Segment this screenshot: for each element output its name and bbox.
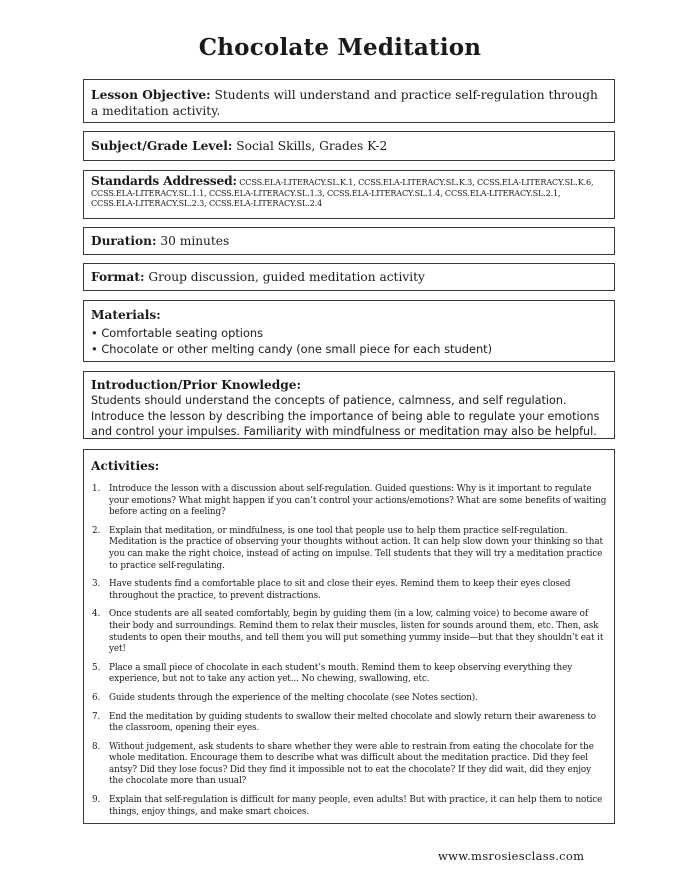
item-text: Guide students through the experience of the melting chocolate (see Notes section). [109,692,478,703]
subject-text: Social Skills, Grades K-2 [236,139,388,153]
objective-text: Students will understand and practice self-regulation through a meditation activity. [91,88,598,118]
introduction-box [83,371,615,439]
list-item: • Chocolate or other melting candy (one small piece for each student) [91,342,493,356]
footer-website: www.msrosiesclass.com [438,849,585,863]
list-item: • Comfortable seating options [91,326,264,340]
list-item [91,693,607,705]
introduction-label: Introduction/Prior Knowledge: [91,378,302,392]
item-text: End the meditation by guiding students to swallow their melted chocolate and slowly return their awareness to the classroom, opening their eyes. [109,711,596,734]
subject-content [91,138,607,154]
introduction-text: Students should understand the concepts of patience, calmness, and self regulation. Introduce the lesson by describing the importance of being able to regulate your emotions and control your impulses. Familiarity with mindfulness or meditation may also be helpful. [91,394,600,438]
item-text: Introduce the lesson with a discussion about self-regulation. Guided questions: Why is it important to regulate your emotions? What might happen if you can’t control your actions/emotions? What are some benefits of waiting before acting on a feeling? [109,484,607,518]
subject-box [83,131,615,161]
item-number: 4. [92,609,101,620]
list-item [91,609,607,655]
list-item [91,579,607,602]
item-text: Have students find a comfortable place to sit and close their eyes. Remind them to keep their eyes closed throughout the practice, to prevent distractions. [109,579,571,601]
standards-content [91,176,607,209]
materials-list [91,325,607,357]
item-number: 1. [92,484,101,494]
format-text: Group discussion, guided meditation activity [148,270,425,284]
item-number: 8. [92,741,101,752]
objective-label: Lesson Objective: [91,88,211,102]
item-number: 7. [92,711,101,722]
item-number: 2. [92,525,101,536]
format-box [83,263,615,291]
list-item [91,484,607,519]
activities-label: Activities: [91,459,160,473]
item-text: Once students are all seated comfortably, begin by guiding them (in a low, calming voice) to become aware of their body and surroundings. Remind them to relax their muscles, listen for sounds around them, etc. Then, ask students to open their mouths, and tell them you will put something yummy inside—but that they shouldn’t eat it yet! [109,609,604,655]
format-content [91,269,607,285]
list-item [91,712,607,735]
duration-box [83,227,615,255]
standards-text: CCSS.ELA-LITERACY.SL.K.1, CCSS.ELA-LITERACY.SL.K.3, CCSS.ELA-LITERACY.SL.K.6, CCSS.ELA-LITERACY.SL.1.1, CCSS.ELA-LITERACY.SL.1.3, CCSS.ELA-LITERACY.SL.1.4, CCSS.ELA-LITERACY.SL.2.1, CCSS.ELA-LITERACY.SL.2.3, CCSS.ELA-LITERACY.SL.2.4 [91,177,594,208]
materials-label: Materials: [91,308,161,322]
objective-content [91,87,607,119]
list-item [91,663,607,686]
item-text: Explain that meditation, or mindfulness, is one tool that people use to help them practice self-regulation. Meditation is the practice of observing your thoughts without action. It can help slow down your thinking so that you can make the right choice, instead of acting on impulse. Tell students that they will try a meditation practice to practice self-regulating. [109,525,603,571]
item-number: 9. [92,795,101,806]
duration-label: Duration: [91,234,157,248]
list-item [91,795,607,818]
activities-list [91,484,607,818]
objective-box [83,79,615,123]
activities-box [83,449,615,824]
item-text: Place a small piece of chocolate in each student’s mouth. Remind them to keep observing everything they experience, but not to take any action yet... No chewing, swallowing, etc. [109,662,573,685]
item-number: 6. [92,692,101,703]
standards-label: Standards Addressed: [91,174,237,188]
item-text: Without judgement, ask students to share whether they were able to restrain from eating the chocolate for the whole meditation. Encourage them to describe what was difficult about the meditation practice. Did they feel antsy? Did they lose focus? Did they find it impossible not to eat the chocolate? If they did wait, did they enjoy the chocolate more than usual? [109,741,594,787]
page-title: Chocolate Meditation [198,34,482,61]
item-text: Explain that self-regulation is difficult for many people, even adults! But with practice, it can help them to notice things, enjoy things, and make smart choices. [109,795,603,817]
subject-label: Subject/Grade Level: [91,139,233,153]
materials-box [83,300,615,362]
format-label: Format: [91,270,145,284]
item-number: 3. [92,579,101,590]
list-item [91,526,607,572]
item-number: 5. [92,662,101,673]
list-item [91,742,607,788]
standards-box [83,170,615,219]
duration-text: 30 minutes [160,234,230,248]
duration-content [91,233,607,249]
